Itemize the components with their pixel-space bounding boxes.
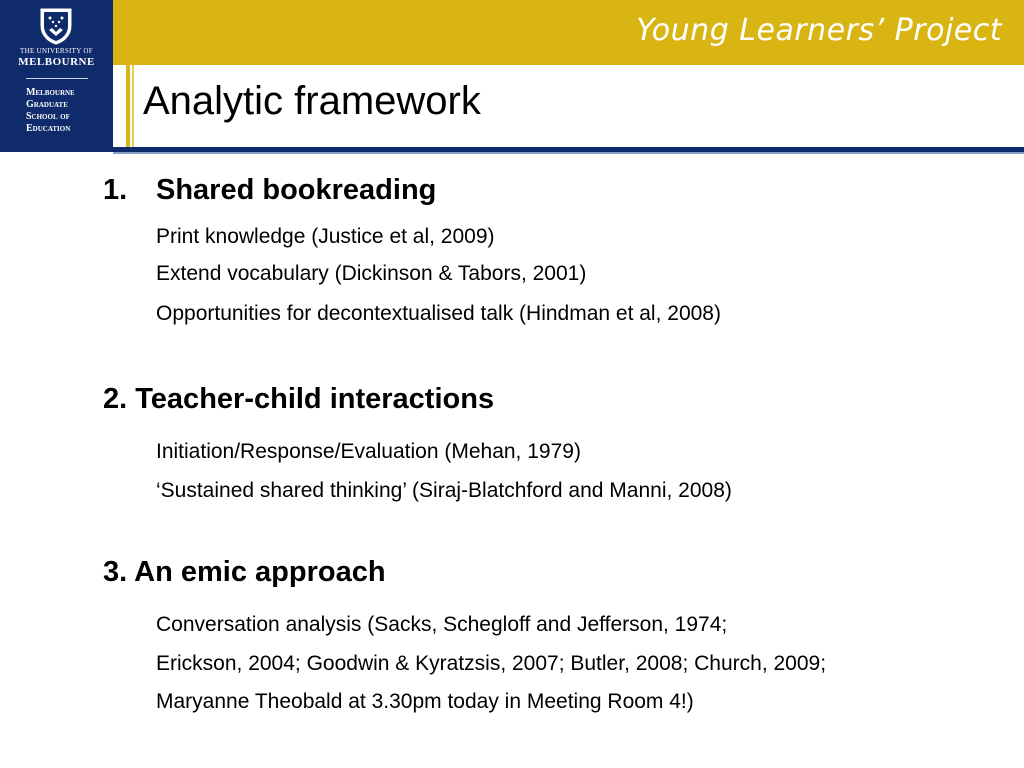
project-title: Young Learners’ Project bbox=[636, 13, 1002, 48]
list-item: Conversation analysis (Sacks, Schegloff and Jefferson, 1974; bbox=[156, 613, 728, 636]
school-line: Education bbox=[26, 123, 71, 134]
university-name: MELBOURNE bbox=[18, 56, 95, 68]
slide-title: Analytic framework bbox=[143, 79, 481, 123]
list-item: ‘Sustained shared thinking’ (Siraj-Blatchford and Manni, 2008) bbox=[156, 479, 732, 502]
list-item: Erickson, 2004; Goodwin & Kyratzsis, 2007; Butler, 2008; Church, 2009; bbox=[156, 652, 827, 675]
school-line: Graduate bbox=[26, 99, 68, 110]
school-line: Melbourne bbox=[26, 87, 75, 98]
list-item: Maryanne Theobald at 3.30pm today in Meeting Room 4!) bbox=[156, 690, 694, 713]
list-item: Opportunities for decontextualised talk (Hindman et al, 2008) bbox=[156, 302, 721, 325]
school-line: School of bbox=[26, 111, 70, 122]
list-item: Initiation/Response/Evaluation (Mehan, 1979) bbox=[156, 440, 581, 463]
section-number: 1. bbox=[103, 174, 128, 206]
list-item: Print knowledge (Justice et al, 2009) bbox=[156, 225, 495, 248]
section-heading: 2. Teacher-child interactions bbox=[103, 383, 495, 415]
section-heading: 3. An emic approach bbox=[103, 556, 386, 588]
section-heading: Shared bookreading bbox=[156, 174, 437, 206]
list-item: Extend vocabulary (Dickinson & Tabors, 2001) bbox=[156, 262, 587, 285]
university-name-small: THE UNIVERSITY OF bbox=[20, 47, 93, 55]
